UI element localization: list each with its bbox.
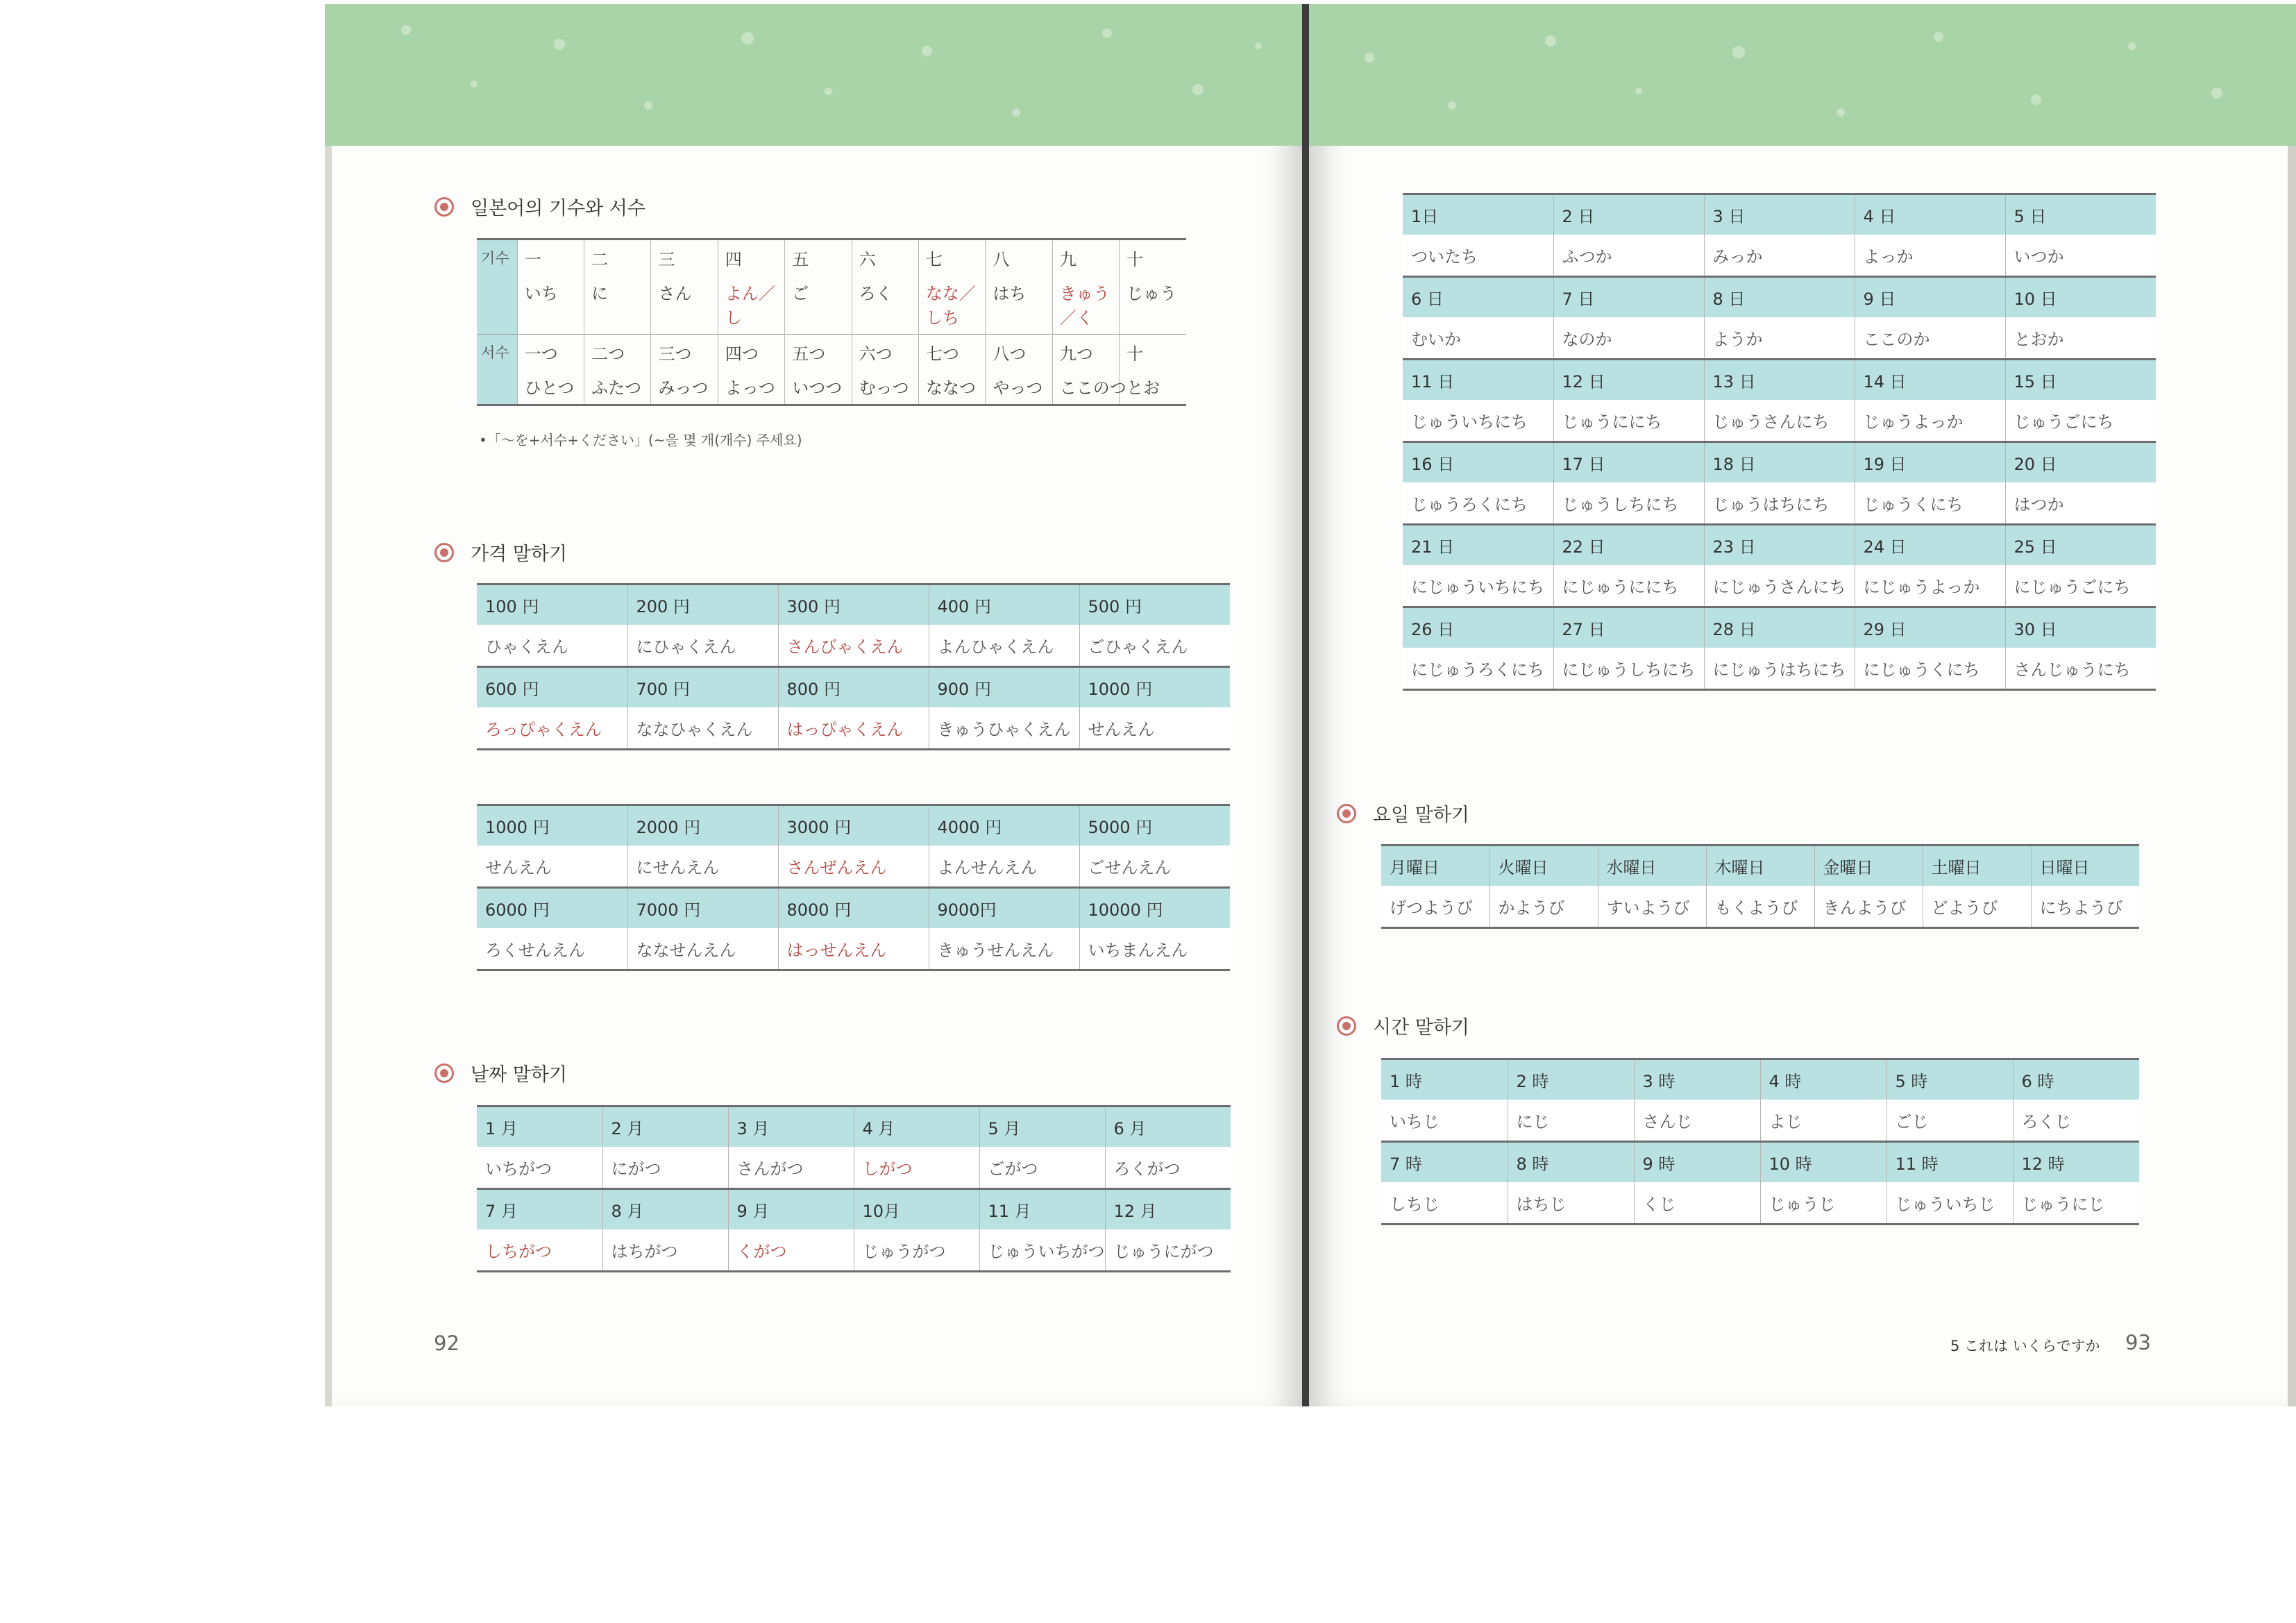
table-row bbox=[1403, 400, 2156, 442]
table-cell: 12 月 bbox=[1105, 1189, 1231, 1230]
table-cell: 19 日 bbox=[1855, 442, 2005, 483]
table-cell: にひゃくえん bbox=[627, 625, 778, 667]
table-cell: いちがつ bbox=[477, 1147, 602, 1189]
table-cell: じゅうにがつ bbox=[1105, 1229, 1231, 1272]
weekdays-table bbox=[1381, 844, 2139, 929]
table-cell: 4 時 bbox=[1760, 1059, 1886, 1100]
table-cell: にじゅういちにち bbox=[1403, 565, 1553, 607]
table-cell: 7 時 bbox=[1381, 1142, 1508, 1183]
table-cell: 3 時 bbox=[1634, 1059, 1760, 1100]
table-cell: 29 日 bbox=[1855, 607, 2005, 648]
table-cell: にじゅうしちにち bbox=[1553, 648, 1704, 690]
table-row bbox=[1403, 317, 2156, 360]
table-cell: 十 じゅう bbox=[1126, 250, 1177, 303]
page-edge bbox=[2288, 4, 2296, 1406]
table-row bbox=[1403, 194, 2156, 235]
table-cell: 15 日 bbox=[2005, 360, 2156, 401]
table-cell: ごせんえん bbox=[1079, 846, 1230, 888]
banner-dot bbox=[1545, 35, 1556, 47]
table-cell: さんがつ bbox=[728, 1147, 854, 1189]
table-cell: よんひゃくえん bbox=[929, 625, 1079, 667]
banner-dot bbox=[1837, 108, 1845, 117]
table-row bbox=[1403, 648, 2156, 690]
table-cell: 8000 円 bbox=[778, 888, 929, 929]
table-cell: 8 時 bbox=[1508, 1142, 1634, 1183]
table-cell: さんぜんえん bbox=[778, 846, 929, 888]
book-gutter bbox=[1302, 4, 1309, 1406]
page-number-left: 92 bbox=[434, 1331, 459, 1355]
table-cell: 火曜日 bbox=[1489, 846, 1598, 886]
table-cell: 6 時 bbox=[2013, 1059, 2139, 1100]
table-cell: 2 日 bbox=[1553, 194, 1704, 235]
table-cell: にちようび bbox=[2031, 886, 2139, 928]
table-row bbox=[1403, 607, 2156, 648]
circle-bullet-icon bbox=[1337, 804, 1356, 823]
table-cell: きゅうひゃくえん bbox=[929, 707, 1079, 750]
banner-dot bbox=[1102, 28, 1112, 38]
table-cell: 7 月 bbox=[477, 1189, 602, 1230]
table-cell: くじ bbox=[1634, 1182, 1760, 1225]
table-cell: 七 なな／しち bbox=[918, 239, 985, 335]
table-cell: 12 時 bbox=[2013, 1142, 2139, 1183]
table-cell: 九 きゅう／く bbox=[1052, 239, 1119, 335]
table-row bbox=[1403, 482, 2156, 525]
table-cell: 1日 bbox=[1403, 194, 1553, 235]
table-cell: 5 月 bbox=[979, 1107, 1105, 1147]
table-cell: ろくがつ bbox=[1105, 1147, 1231, 1189]
table-cell: 25 日 bbox=[2005, 525, 2156, 566]
banner-dot bbox=[1012, 108, 1020, 117]
table-row bbox=[1381, 846, 2139, 886]
table-cell: ろくじ bbox=[2013, 1100, 2139, 1142]
table-row bbox=[477, 707, 1230, 750]
table-cell: 20 日 bbox=[2005, 442, 2156, 483]
table-cell: はっせんえん bbox=[778, 928, 929, 970]
table-cell: 9 月 bbox=[728, 1189, 854, 1230]
banner-dot bbox=[1732, 46, 1745, 58]
table-cell: 30 日 bbox=[2005, 607, 2156, 648]
table-cell: 5 時 bbox=[1886, 1059, 2013, 1100]
table-cell: さんびゃくえん bbox=[778, 625, 929, 667]
table-cell: 13 日 bbox=[1704, 360, 1855, 401]
table-cell: 六 ろく bbox=[852, 239, 918, 335]
banner-dot bbox=[1365, 53, 1374, 62]
table-cell: 4 日 bbox=[1855, 194, 2005, 235]
table-cell: 四 よん／し bbox=[718, 239, 784, 335]
table-cell: にじ bbox=[1508, 1100, 1634, 1142]
table-cell: ろくせんえん bbox=[477, 928, 627, 970]
section-title-time: 시간 말하기 bbox=[1337, 1012, 1469, 1039]
table-cell: なのか bbox=[1553, 317, 1704, 360]
table-cell: きゅうせんえん bbox=[929, 928, 1079, 970]
months-table bbox=[477, 1105, 1231, 1272]
days-table bbox=[1403, 193, 2156, 691]
table-row bbox=[477, 805, 1230, 846]
table-row bbox=[1381, 1142, 2139, 1183]
table-cell: さんじゅうにち bbox=[2005, 648, 2156, 690]
table-cell: じゅうごにち bbox=[2005, 400, 2156, 442]
table-row bbox=[477, 625, 1230, 667]
table-cell: むいか bbox=[1403, 317, 1553, 360]
circle-bullet-icon bbox=[434, 197, 454, 217]
table-cell: にじゅうよっか bbox=[1855, 565, 2005, 607]
table-cell: にじゅうろくにち bbox=[1403, 648, 1553, 690]
banner-dot bbox=[825, 87, 832, 95]
table-cell: ひゃくえん bbox=[477, 625, 627, 667]
table-cell: さんじ bbox=[1634, 1100, 1760, 1142]
row-label-cardinal: 기수 bbox=[477, 239, 517, 335]
table-cell: 11 時 bbox=[1886, 1142, 2013, 1183]
table-row bbox=[1403, 525, 2156, 566]
banner-dot bbox=[2211, 87, 2222, 99]
table-cell: じゅうがつ bbox=[854, 1229, 979, 1272]
table-row bbox=[1403, 235, 2156, 277]
table-cell: かようび bbox=[1489, 886, 1598, 928]
table-cell: 5 日 bbox=[2005, 194, 2156, 235]
table-cell: 10 日 bbox=[2005, 277, 2156, 318]
table-cell: 12 日 bbox=[1553, 360, 1704, 401]
table-cell: にがつ bbox=[602, 1147, 728, 1189]
circle-bullet-icon bbox=[434, 1063, 454, 1083]
left-page bbox=[325, 4, 1302, 1406]
table-row bbox=[1403, 360, 2156, 401]
table-cell: いちまんえん bbox=[1079, 928, 1230, 970]
table-cell: 1 月 bbox=[477, 1107, 602, 1147]
table-cell: 木曜日 bbox=[1706, 846, 1814, 886]
table-cell: 4 月 bbox=[854, 1107, 979, 1147]
table-cell: じゅうよっか bbox=[1855, 400, 2005, 442]
banner-dot bbox=[1635, 87, 1642, 94]
table-cell: いちじ bbox=[1381, 1100, 1508, 1142]
table-cell: ななひゃくえん bbox=[627, 707, 778, 750]
banner-dot bbox=[922, 46, 932, 56]
banner-dot bbox=[401, 25, 411, 35]
table-cell: 8 日 bbox=[1704, 277, 1855, 318]
table-cell: せんえん bbox=[1079, 707, 1230, 750]
table-cell: しちがつ bbox=[477, 1229, 602, 1272]
table-cell: はちじ bbox=[1508, 1182, 1634, 1225]
table-cell: じゅういちじ bbox=[1886, 1182, 2013, 1225]
banner-dot bbox=[1255, 42, 1262, 49]
table-cell: 2 月 bbox=[602, 1107, 728, 1147]
table-cell: 金曜日 bbox=[1814, 846, 1923, 886]
banner-dot bbox=[2031, 94, 2041, 105]
table-cell: 2 時 bbox=[1508, 1059, 1634, 1100]
table-cell: じゅうじ bbox=[1760, 1182, 1886, 1225]
price-table-thousands bbox=[477, 804, 1230, 971]
table-cell: 7 日 bbox=[1553, 277, 1704, 318]
table-cell: 27 日 bbox=[1553, 607, 1704, 648]
row-label-ordinal: 서수 bbox=[477, 335, 517, 405]
table-cell: いつか bbox=[2005, 235, 2156, 277]
table-cell: 28 日 bbox=[1704, 607, 1855, 648]
banner-dot bbox=[741, 32, 754, 44]
table-cell: 二 に bbox=[584, 239, 651, 335]
banner-dot bbox=[1934, 32, 1943, 42]
table-cell: 6 日 bbox=[1403, 277, 1553, 318]
table-cell: 400 円 bbox=[929, 585, 1079, 625]
table-cell: にじゅうににち bbox=[1553, 565, 1704, 607]
table-cell: 17 日 bbox=[1553, 442, 1704, 483]
table-cell: 9000円 bbox=[929, 888, 1079, 929]
table-row bbox=[477, 1147, 1231, 1189]
table-cell: ごじ bbox=[1886, 1100, 2013, 1142]
table-cell: せんえん bbox=[477, 846, 627, 888]
table-row bbox=[477, 846, 1230, 888]
table-cell: はちがつ bbox=[602, 1229, 728, 1272]
table-cell: 21 日 bbox=[1403, 525, 1553, 566]
table-cell: 14 日 bbox=[1855, 360, 2005, 401]
table-cell: 24 日 bbox=[1855, 525, 2005, 566]
table-cell: よじ bbox=[1760, 1100, 1886, 1142]
circle-bullet-icon bbox=[1337, 1016, 1356, 1036]
table-cell: じゅうしちにち bbox=[1553, 482, 1704, 525]
table-cell: じゅうはちにち bbox=[1704, 482, 1855, 525]
table-cell: 五 ご bbox=[785, 239, 852, 335]
section-title-weekdays: 요일 말하기 bbox=[1337, 800, 1469, 827]
table-cell: 九つ ここのつ bbox=[1052, 335, 1119, 405]
table-cell: にじゅうくにち bbox=[1855, 648, 2005, 690]
table-cell: 10000 円 bbox=[1079, 888, 1230, 929]
table-cell: 6000 円 bbox=[477, 888, 627, 929]
table-cell: ごがつ bbox=[979, 1147, 1105, 1189]
table-cell: ようか bbox=[1704, 317, 1855, 360]
table-cell: 4000 円 bbox=[929, 805, 1079, 846]
table-cell: きんようび bbox=[1814, 886, 1923, 928]
table-row bbox=[1381, 1059, 2139, 1100]
table-cell: にじゅうごにち bbox=[2005, 565, 2156, 607]
table-cell: 26 日 bbox=[1403, 607, 1553, 648]
table-cell: 500 円 bbox=[1079, 585, 1230, 625]
right-page bbox=[1309, 4, 2296, 1406]
table-cell: ふつか bbox=[1553, 235, 1704, 277]
table-cell: 三 さん bbox=[651, 239, 718, 335]
section-title-dates: 날짜 말하기 bbox=[434, 1059, 567, 1086]
section-title-numbers: 일본어의 기수와 서수 bbox=[434, 193, 645, 220]
table-cell: 3 月 bbox=[728, 1107, 854, 1147]
table-cell: 十 とお bbox=[1126, 344, 1160, 398]
table-cell: にじゅうはちにち bbox=[1704, 648, 1855, 690]
table-row bbox=[1381, 886, 2139, 928]
table-cell: 三つ みっつ bbox=[651, 335, 718, 405]
table-cell: 22 日 bbox=[1553, 525, 1704, 566]
table-cell: ごひゃくえん bbox=[1079, 625, 1230, 667]
table-cell: 1000 円 bbox=[477, 805, 627, 846]
table-cell: はっぴゃくえん bbox=[778, 707, 929, 750]
circle-bullet-icon bbox=[434, 543, 454, 562]
table-cell: 四つ よっつ bbox=[718, 335, 784, 405]
table-row bbox=[477, 585, 1230, 625]
table-cell: とおか bbox=[2005, 317, 2156, 360]
table-cell: じゅうくにち bbox=[1855, 482, 2005, 525]
table-cell: 3000 円 bbox=[778, 805, 929, 846]
table-row bbox=[1403, 277, 2156, 318]
table-row bbox=[477, 667, 1230, 708]
table-cell: くがつ bbox=[728, 1229, 854, 1272]
table-cell: ろっぴゃくえん bbox=[477, 707, 627, 750]
table-cell: 100 円 bbox=[477, 585, 627, 625]
table-cell: しがつ bbox=[854, 1147, 979, 1189]
price-table-hundreds bbox=[477, 583, 1230, 750]
table-row bbox=[477, 928, 1230, 970]
table-cell: 23 日 bbox=[1704, 525, 1855, 566]
table-cell: じゅうににち bbox=[1553, 400, 1704, 442]
table-cell: 11 月 bbox=[979, 1189, 1105, 1230]
table-cell: 月曜日 bbox=[1381, 846, 1489, 886]
table-row bbox=[1403, 565, 2156, 607]
table-row bbox=[1381, 1100, 2139, 1142]
table-row bbox=[477, 239, 1186, 335]
table-cell: 八 はち bbox=[986, 239, 1052, 335]
table-cell: 一つ ひとつ bbox=[517, 335, 584, 405]
banner-dot bbox=[2128, 42, 2136, 50]
table-cell: 六つ むっつ bbox=[852, 335, 918, 405]
table-cell: 土曜日 bbox=[1923, 846, 2031, 886]
table-cell: 9 日 bbox=[1855, 277, 2005, 318]
table-cell: 日曜日 bbox=[2031, 846, 2139, 886]
table-row bbox=[477, 1107, 1231, 1147]
banner-dot bbox=[1192, 84, 1204, 95]
table-cell: もくようび bbox=[1706, 886, 1814, 928]
table-cell: 五つ いつつ bbox=[785, 335, 852, 405]
table-cell: どようび bbox=[1923, 886, 2031, 928]
header-banner bbox=[325, 4, 1302, 146]
table-cell: 700 円 bbox=[627, 667, 778, 708]
table-cell: 16 日 bbox=[1403, 442, 1553, 483]
table-cell: 1 時 bbox=[1381, 1059, 1508, 1100]
table-cell: しちじ bbox=[1381, 1182, 1508, 1225]
table-cell: 6 月 bbox=[1105, 1107, 1231, 1147]
table-cell: じゅういちにち bbox=[1403, 400, 1553, 442]
table-cell: すいようび bbox=[1598, 886, 1706, 928]
banner-dot bbox=[554, 39, 565, 50]
table-cell: 10月 bbox=[854, 1189, 979, 1230]
table-cell: 600 円 bbox=[477, 667, 627, 708]
table-cell: よっか bbox=[1855, 235, 2005, 277]
banner-dot bbox=[471, 81, 478, 87]
table-cell: 8 月 bbox=[602, 1189, 728, 1230]
table-cell: げつようび bbox=[1381, 886, 1489, 928]
time-table bbox=[1381, 1058, 2139, 1225]
table-cell: 18 日 bbox=[1704, 442, 1855, 483]
table-cell: 二つ ふたつ bbox=[584, 335, 651, 405]
table-cell: 1000 円 bbox=[1079, 667, 1230, 708]
table-cell: 水曜日 bbox=[1598, 846, 1706, 886]
table-cell: じゅうろくにち bbox=[1403, 482, 1553, 525]
table-row bbox=[477, 888, 1230, 929]
numbers-table bbox=[477, 238, 1186, 406]
table-cell: じゅうさんにち bbox=[1704, 400, 1855, 442]
table-cell: ここのか bbox=[1855, 317, 2005, 360]
table-row bbox=[477, 1189, 1231, 1230]
table-cell: じゅういちがつ bbox=[979, 1229, 1105, 1272]
table-row bbox=[477, 335, 1186, 405]
table-cell: 11 日 bbox=[1403, 360, 1553, 401]
table-cell: 2000 円 bbox=[627, 805, 778, 846]
page-edge bbox=[325, 4, 332, 1406]
page-number-right: 93 bbox=[2125, 1331, 2151, 1354]
table-cell: じゅうにじ bbox=[2013, 1182, 2139, 1225]
table-cell: 3 日 bbox=[1704, 194, 1855, 235]
table-cell: ななせんえん bbox=[627, 928, 778, 970]
table-row bbox=[477, 1229, 1231, 1272]
table-cell: みっか bbox=[1704, 235, 1855, 277]
table-cell: にじゅうさんにち bbox=[1704, 565, 1855, 607]
table-cell: 七つ ななつ bbox=[918, 335, 985, 405]
table-cell: はつか bbox=[2005, 482, 2156, 525]
table-cell: にせんえん bbox=[627, 846, 778, 888]
banner-dot bbox=[644, 101, 652, 110]
table-cell: 900 円 bbox=[929, 667, 1079, 708]
table-cell: 800 円 bbox=[778, 667, 929, 708]
table-cell: よんせんえん bbox=[929, 846, 1079, 888]
table-cell: 10 時 bbox=[1760, 1142, 1886, 1183]
section-title-prices: 가격 말하기 bbox=[434, 539, 567, 566]
table-cell: ついたち bbox=[1403, 235, 1553, 277]
table-cell: 5000 円 bbox=[1079, 805, 1230, 846]
usage-note: •「～を+서수+ください」(~을 몇 개(개수) 주세요) bbox=[479, 432, 802, 448]
table-cell: 200 円 bbox=[627, 585, 778, 625]
table-cell: 八つ やっつ bbox=[986, 335, 1052, 405]
table-row bbox=[1403, 442, 2156, 483]
table-row bbox=[1381, 1182, 2139, 1225]
table-cell: 300 円 bbox=[778, 585, 929, 625]
banner-dot bbox=[1448, 101, 1456, 110]
table-cell: 一 いち bbox=[517, 239, 584, 335]
header-banner bbox=[1309, 4, 2296, 146]
chapter-title: 5 これは いくらですか bbox=[1950, 1338, 2100, 1354]
table-cell: 7000 円 bbox=[627, 888, 778, 929]
table-cell: 9 時 bbox=[1634, 1142, 1760, 1183]
book-spread bbox=[325, 4, 2296, 1406]
